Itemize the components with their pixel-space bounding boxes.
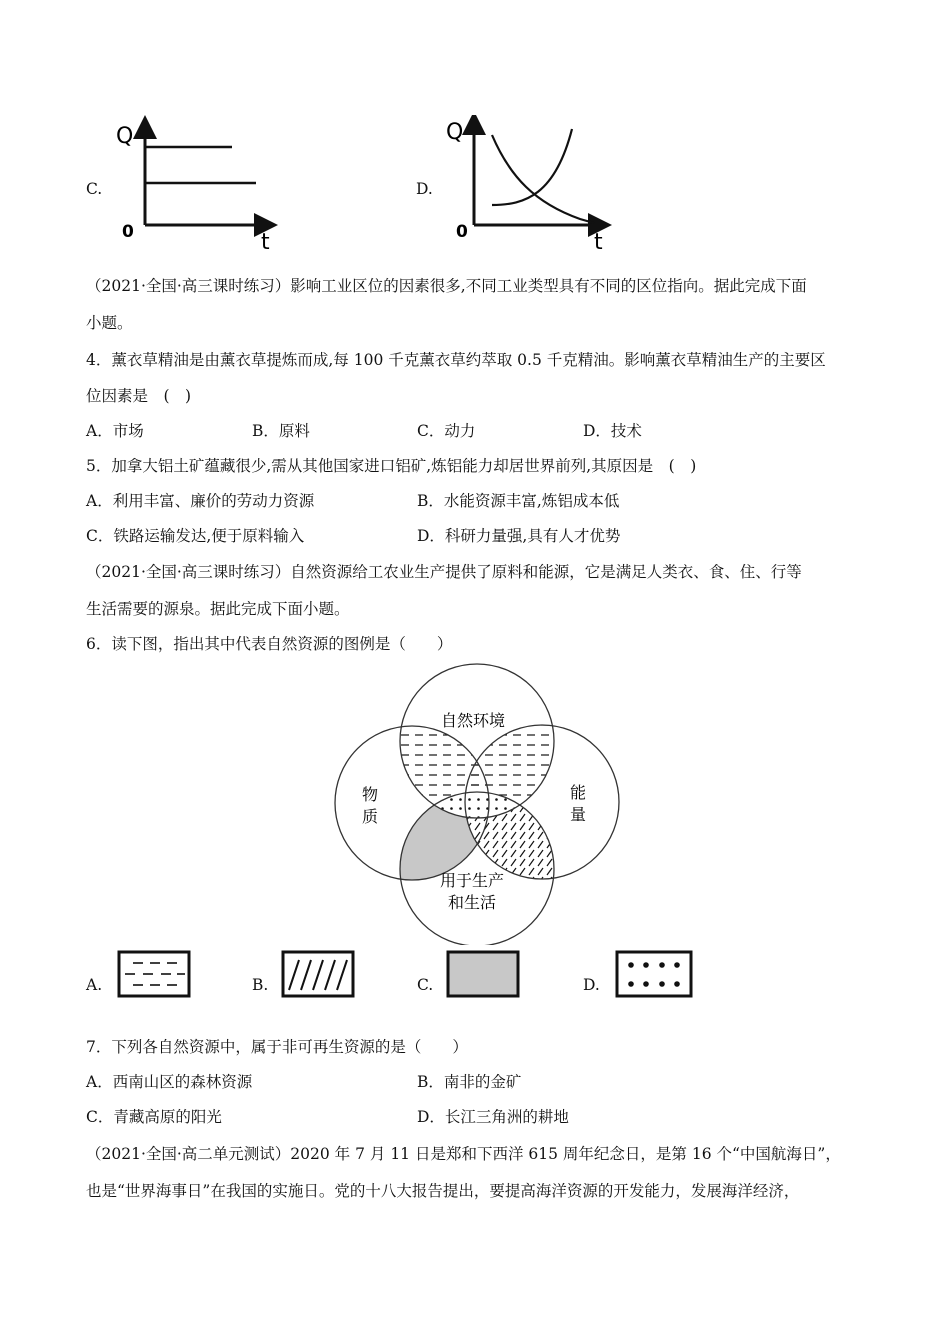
graph-d — [440, 115, 612, 255]
venn-label-top: 自然环境 — [440, 711, 506, 730]
q6-legend-d-dots[interactable] — [615, 950, 693, 998]
intro-1-line-2: 小题。 — [86, 314, 133, 332]
q4-option-a[interactable]: A．市场 — [86, 422, 144, 440]
q6-option-c-label[interactable]: C. — [417, 976, 434, 994]
q6-option-a-label[interactable]: A. — [86, 976, 103, 994]
q6-legend-a-dashes[interactable] — [117, 950, 191, 998]
q5-option-d[interactable]: D．科研力量强,具有人才优势 — [417, 527, 621, 545]
q6-legend-c-gray[interactable] — [446, 950, 520, 998]
intro-3-line-1: （2021·全国·高二单元测试）2020 年 7 月 11 日是郑和下西洋 615 周年纪念日，是第 16 个“中国航海日”， — [86, 1145, 841, 1163]
q7-option-b[interactable]: B．南非的金矿 — [417, 1073, 522, 1091]
q7-stem: 7．下列各自然资源中，属于非可再生资源的是（ ） — [86, 1038, 468, 1056]
q6-option-b-label[interactable]: B. — [252, 976, 269, 994]
q7-option-d[interactable]: D．长江三角洲的耕地 — [417, 1108, 569, 1126]
intro-3-line-2: 也是“世界海事日”在我国的实施日。党的十八大报告提出，要提高海洋资源的开发能力，发展海洋经济， — [86, 1182, 800, 1200]
graph-d-q-label: Q — [446, 120, 464, 145]
graph-d-label: D. — [416, 180, 433, 198]
q4-option-c[interactable]: C．动力 — [417, 422, 476, 440]
q6-option-d-label[interactable]: D. — [583, 976, 600, 994]
graph-c-q-label: Q — [116, 124, 134, 149]
venn-diagram — [330, 660, 630, 945]
graph-c-label: C. — [86, 180, 103, 198]
q5-stem: 5．加拿大铝土矿蕴藏很少,需从其他国家进口铝矿,炼铝能力却居世界前列,其原因是 ( ) — [86, 457, 697, 475]
q5-option-a[interactable]: A．利用丰富、廉价的劳动力资源 — [86, 492, 315, 510]
intro-1-line-1: （2021·全国·高三课时练习）影响工业区位的因素很多,不同工业类型具有不同的区位指向。据此完成下面 — [86, 277, 807, 295]
graph-d-t-label: t — [594, 230, 603, 255]
q6-stem: 6．读下图，指出其中代表自然资源的图例是（ ） — [86, 635, 453, 653]
venn-label-bottom-1: 用于生产 — [439, 871, 505, 890]
graph-d-origin: 0 — [456, 222, 468, 242]
q7-option-c[interactable]: C．青藏高原的阳光 — [86, 1108, 222, 1126]
q5-option-b[interactable]: B．水能资源丰富,炼铝成本低 — [417, 492, 620, 510]
intro-2-line-1: （2021·全国·高三课时练习）自然资源给工农业生产提供了原料和能源，它是满足人类衣、食、住、行等 — [86, 563, 802, 581]
venn-label-bottom-2: 和生活 — [447, 893, 497, 912]
q4-option-b[interactable]: B．原料 — [252, 422, 310, 440]
q4-stem-line-1: 4．薰衣草精油是由薰衣草提炼而成,每 100 千克薰衣草约萃取 0.5 千克精油。影响薰衣草精油生产的主要区 — [86, 351, 826, 369]
q4-option-d[interactable]: D．技术 — [583, 422, 642, 440]
q7-option-a[interactable]: A．西南山区的森林资源 — [86, 1073, 253, 1091]
q4-stem-line-2: 位因素是 ( ) — [86, 387, 192, 405]
graph-c-t-label: t — [261, 230, 270, 255]
intro-2-line-2: 生活需要的源泉。据此完成下面小题。 — [86, 600, 350, 618]
graph-c — [108, 115, 278, 255]
graph-c-origin: 0 — [122, 222, 134, 242]
venn-label-left-1: 物 — [361, 785, 379, 804]
q5-option-c[interactable]: C．铁路运输发达,便于原料输入 — [86, 527, 305, 545]
q6-legend-b-hatch[interactable] — [281, 950, 355, 998]
venn-label-right-1: 能 — [569, 783, 587, 802]
venn-label-right-2: 量 — [569, 805, 587, 824]
graph-d-decreasing-curve — [492, 135, 594, 223]
venn-label-left-2: 质 — [361, 807, 379, 826]
